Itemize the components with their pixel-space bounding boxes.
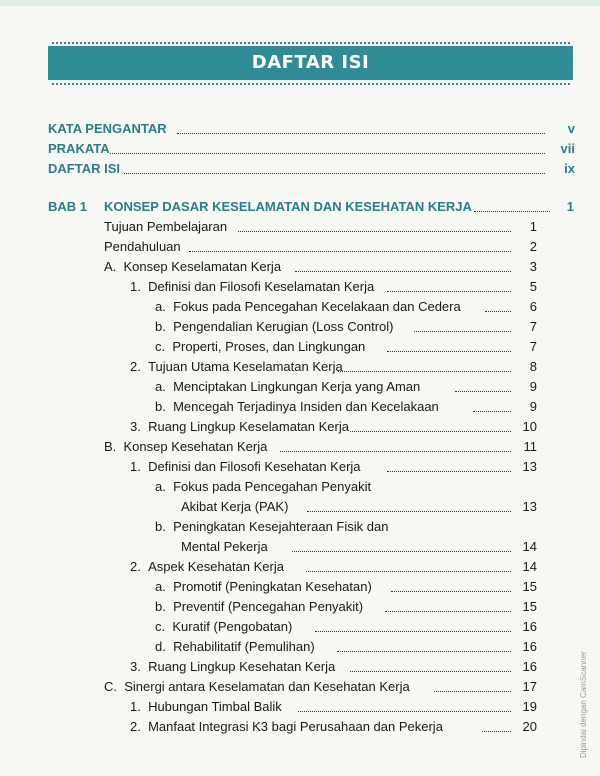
toc-leader-dots [482,717,511,737]
page-top-edge [0,0,600,6]
toc-entry-daftar-isi[interactable] [48,159,575,179]
toc-leader-dots [292,537,511,557]
toc-entry[interactable] [104,237,537,257]
toc-entry-page: 14 [522,559,537,574]
toc-leader-dots [177,119,545,139]
chapter-page: 1 [566,199,574,214]
toc-entry-label: 1. Definisi dan Filosofi Kesehatan Kerja [130,459,361,474]
toc-leader-dots [387,457,511,477]
toc-leader-dots [280,437,511,457]
scanner-watermark [577,640,591,760]
toc-entry-page: ix [564,161,575,176]
toc-leader-dots [337,637,511,657]
toc-entry-label: b. Peningkatan Kesejahteraan Fisik dan [155,519,389,534]
toc-entry-label: a. Fokus pada Pencegahan Penyakit [155,479,372,494]
toc-leader-dots [315,617,511,637]
toc-entry-label: 3. Ruang Lingkup Kesehatan Kerja [130,659,336,674]
toc-entry-page: 5 [529,279,537,294]
toc-entry-page: 7 [529,319,537,334]
toc-entry[interactable] [155,377,537,397]
toc-entry-label: PRAKATA [48,141,110,156]
toc-leader-dots [414,317,511,337]
toc-entry-label: Tujuan Pembelajaran [104,219,228,234]
toc-leader-dots [295,257,511,277]
toc-entry-page: 19 [522,699,537,714]
toc-entry[interactable] [155,477,537,497]
toc-entry-page: 1 [529,219,537,234]
toc-entry-page: 15 [522,579,537,594]
header-dotted-line-top [52,42,570,44]
toc-entry-page: 16 [522,639,537,654]
toc-leader-dots [434,677,511,697]
toc-leader-dots [473,397,511,417]
toc-leader-dots [298,697,511,717]
toc-entry-page: 9 [529,379,537,394]
toc-entry-page: 20 [522,719,537,734]
toc-entry[interactable] [181,537,537,557]
toc-leader-dots [385,597,511,617]
toc-entry-page: 9 [529,399,537,414]
toc-entry-label: b. Mencegah Terjadinya Insiden dan Kecelakaan [155,399,439,414]
toc-entry-page: v [567,121,575,136]
toc-entry-page: 3 [529,259,537,274]
toc-entry-page: 7 [529,339,537,354]
toc-entry[interactable] [130,277,537,297]
toc-entry-label: a. Promotif (Peningkatan Kesehatan) [155,579,372,594]
toc-entry-prakata[interactable] [48,139,575,159]
toc-entry-page: 13 [522,499,537,514]
toc-entry[interactable] [155,617,537,637]
toc-entry-label: C. Sinergi antara Keselamatan dan Kesehatan Kerja [104,679,410,694]
toc-entry-label: 1. Definisi dan Filosofi Keselamatan Kerja [130,279,375,294]
toc-leader-dots [474,197,550,217]
toc-entry-page: 6 [529,299,537,314]
toc-leader-dots [485,297,511,317]
toc-leader-dots [350,657,511,677]
toc-leader-dots [238,217,511,237]
toc-entry-page: vii [560,141,575,156]
toc-entry[interactable] [104,437,537,457]
toc-entry-label: Pendahuluan [104,239,181,254]
header-dotted-line-bottom [52,83,570,85]
toc-entry[interactable] [181,497,537,517]
toc-entry-label: A. Konsep Keselamatan Kerja [104,259,282,274]
toc-entry[interactable] [155,337,537,357]
toc-leader-dots [189,237,511,257]
toc-entry[interactable] [155,577,537,597]
toc-entry[interactable] [130,657,537,677]
toc-chapter-heading[interactable] [48,197,574,217]
toc-leader-dots [306,557,511,577]
toc-entry[interactable] [104,677,537,697]
toc-entry[interactable] [104,257,537,277]
toc-entry-label: a. Menciptakan Lingkungan Kerja yang Aman [155,379,421,394]
toc-entry[interactable] [155,317,537,337]
watermark-text: Dipindai dengan CamScanner [579,651,588,758]
toc-entry-label: d. Rehabilitatif (Pemulihan) [155,639,315,654]
toc-entry[interactable] [155,297,537,317]
toc-entry[interactable] [104,217,537,237]
toc-entry[interactable] [130,357,537,377]
toc-entry-kata-pengantar[interactable] [48,119,575,139]
toc-entry-page: 11 [523,439,537,454]
toc-entry-page: 2 [529,239,537,254]
toc-entry-page: 10 [522,419,537,434]
toc-leader-dots [350,417,511,437]
toc-entry[interactable] [130,457,537,477]
toc-entry-label: DAFTAR ISI [48,161,120,176]
toc-entry-label: c. Properti, Proses, dan Lingkungan [155,339,366,354]
toc-leader-dots [455,377,511,397]
toc-entry-label: Mental Pekerja [181,539,268,554]
toc-entry[interactable] [130,697,537,717]
toc-entry-page: 16 [522,619,537,634]
page-title: DAFTAR ISI [251,52,370,73]
toc-leader-dots [307,497,511,517]
toc-leader-dots [387,337,511,357]
toc-entry-page: 17 [522,679,537,694]
chapter-title: KONSEP DASAR KESELAMATAN DAN KESEHATAN KERJA [104,199,472,214]
toc-entry-label: a. Fokus pada Pencegahan Kecelakaan dan Cedera [155,299,461,314]
toc-entry[interactable] [130,557,537,577]
toc-entry-label: b. Pengendalian Kerugian (Loss Control) [155,319,394,334]
toc-entry-label: 2. Tujuan Utama Keselamatan Kerja [130,359,343,374]
toc-entry-label: 3. Ruang Lingkup Keselamatan Kerja [130,419,349,434]
toc-leader-dots [338,357,511,377]
toc-leader-dots [391,577,511,597]
toc-entry-page: 8 [529,359,537,374]
toc-entry-page: 14 [522,539,537,554]
toc-leader-dots [110,139,545,159]
toc-entry[interactable] [155,397,537,417]
toc-entry[interactable] [155,637,537,657]
toc-entry-label: Akibat Kerja (PAK) [181,499,289,514]
toc-entry-page: 16 [522,659,537,674]
toc-entry-label: 2. Aspek Kesehatan Kerja [130,559,284,574]
toc-entry-label: B. Konsep Kesehatan Kerja [104,439,268,454]
chapter-number: BAB 1 [48,199,88,214]
toc-entry-label: c. Kuratif (Pengobatan) [155,619,293,634]
toc-entry[interactable] [155,517,537,537]
toc-leader-dots [387,277,511,297]
toc-entry[interactable] [130,717,537,737]
toc-entry-label: b. Preventif (Pencegahan Penyakit) [155,599,364,614]
toc-entry-page: 15 [522,599,537,614]
toc-leader-dots [124,159,545,179]
toc-entry[interactable] [155,597,537,617]
toc-entry-label: 2. Manfaat Integrasi K3 bagi Perusahaan dan Pekerja [130,719,443,734]
toc-entry-label: 1. Hubungan Timbal Balik [130,699,282,714]
toc-entry-page: 13 [522,459,537,474]
toc-entry-label: KATA PENGANTAR [48,121,167,136]
toc-entry[interactable] [130,417,537,437]
